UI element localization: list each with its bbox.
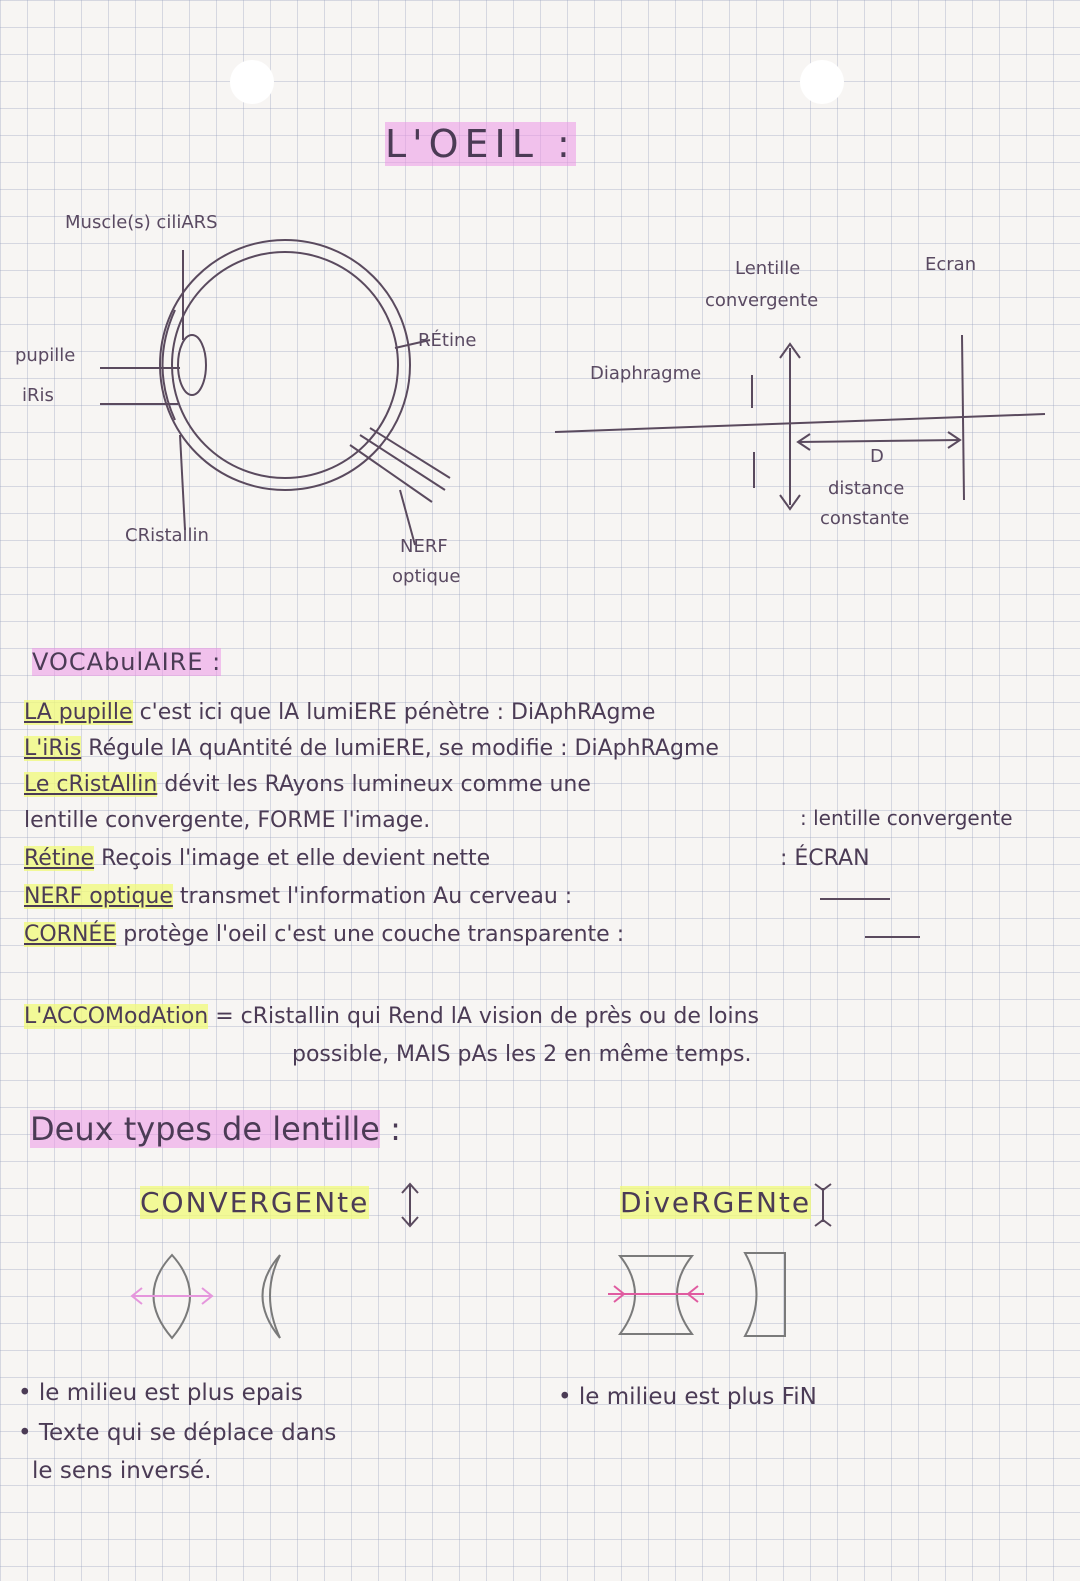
vocab-line-cristallin-2: [24, 808, 430, 833]
nerve-label-2: optique: [392, 566, 461, 587]
eye-diagram: [0, 190, 540, 610]
def-accommodation-1: = cRistallin qui Rend lA vision de près ou de loins: [215, 1004, 759, 1029]
converging-title: [140, 1186, 369, 1219]
term-iris: L'iRis: [24, 736, 82, 761]
diverging-lens-drawings: [600, 1248, 810, 1348]
iris-label: iRis: [22, 385, 54, 406]
screen-line: [962, 335, 964, 500]
dash-nerf: [820, 898, 890, 900]
term-cristallin: Le cRistAllin: [24, 772, 158, 797]
lens-types-heading-text: Deux types de lentille: [30, 1110, 380, 1148]
vocab-right-ecran: : ÉCRAN: [780, 846, 870, 871]
pupil-label: pupille: [15, 345, 76, 366]
lens-label-1: Lentille: [735, 258, 801, 279]
def-pupille: c'est ici que lA lumiERE pénètre : DiAphRAgme: [139, 700, 656, 725]
converging-bullet-2-text: Texte qui se déplace dans: [38, 1420, 337, 1446]
term-retine: Rétine: [24, 846, 95, 871]
converging-bullet-2: [18, 1420, 336, 1446]
term-cornee: CORNÉE: [24, 922, 117, 947]
term-nerf: NERF optique: [24, 884, 173, 909]
distance-arrow: [798, 440, 960, 442]
punch-hole: [230, 60, 274, 104]
lens-types-colon: :: [390, 1110, 401, 1148]
retina-label: RÉtine: [418, 330, 477, 351]
vocab-heading-text: VOCAbulAIRE :: [32, 648, 222, 676]
term-accommodation: L'ACCOModAtion: [24, 1004, 209, 1029]
def-cristallin: dévit les RAyons lumineux comme une: [164, 772, 591, 797]
diverging-title: [620, 1186, 811, 1219]
converging-symbol-icon: [395, 1180, 425, 1230]
diverging-bullet-1-text: le milieu est plus FiN: [578, 1384, 817, 1410]
bullet-dot: •: [18, 1420, 39, 1446]
converging-lens-drawings: [120, 1250, 320, 1350]
meniscus-lens-outer: [263, 1255, 281, 1338]
accommodation-line-2: possible, MAIS pAs les 2 en même temps.: [292, 1042, 752, 1067]
plano-concave-lens: [745, 1253, 785, 1336]
def-retine: Reçois l'image et elle devient nette: [101, 846, 491, 871]
def-nerf: transmet l'information Au cerveau :: [179, 884, 573, 909]
crystalline-label: CRistallin: [125, 525, 209, 546]
optics-diagram: [540, 320, 1060, 520]
page-title: [385, 122, 576, 166]
converging-bullet-2-cont: le sens inversé.: [32, 1458, 212, 1484]
def-cornee: protège l'oeil c'est une couche transparente :: [123, 922, 625, 947]
vocab-line-iris: [24, 736, 719, 761]
lens-label-2: convergente: [705, 290, 819, 311]
diverging-symbol-icon: [808, 1180, 838, 1230]
converging-bullet-1: [18, 1380, 303, 1406]
accommodation-line-1: [24, 1004, 759, 1029]
vocab-right-lentille: : lentille convergente: [800, 806, 1013, 830]
vocab-line-cristallin: [24, 772, 591, 797]
dash-cornee: [865, 936, 920, 938]
vocab-heading: [32, 648, 221, 676]
page-title-text: L'OEIL :: [385, 122, 576, 166]
punch-hole: [800, 60, 844, 104]
distance-label-2: constante: [820, 508, 910, 529]
crystalline-pointer: [180, 435, 185, 530]
distance-D-label: D: [870, 446, 884, 467]
diverging-bullet-1: [558, 1384, 817, 1410]
crystalline-lens: [178, 335, 206, 395]
bullet-dot: •: [18, 1380, 39, 1406]
vocab-line-cornee: [24, 922, 624, 947]
muscle-label: Muscle(s) ciliARS: [65, 212, 218, 233]
screen-label: Ecran: [925, 254, 977, 275]
def-cristallin-2: lentille convergente, FORME l'image.: [24, 808, 431, 833]
diaphragm-label: Diaphragme: [590, 363, 702, 384]
converging-bullet-1-text: le milieu est plus epais: [38, 1380, 303, 1406]
vocab-line-nerf: [24, 884, 572, 909]
distance-label-1: distance: [828, 478, 905, 499]
bullet-dot: •: [558, 1384, 579, 1410]
vocab-line-pupille: [24, 700, 655, 725]
vocab-line-retine: [24, 846, 490, 871]
lens-types-heading: [30, 1110, 401, 1148]
diverging-title-text: DiveRGENte: [620, 1186, 812, 1219]
eye-sclera-outer: [160, 240, 410, 490]
def-iris: Régule lA quAntité de lumiERE, se modifie : DiAphRAgme: [88, 736, 719, 761]
term-pupille: LA pupille: [24, 700, 133, 725]
converging-title-text: CONVERGENte: [140, 1186, 370, 1219]
optical-axis: [555, 414, 1045, 432]
nerve-label-1: NERF: [400, 536, 448, 557]
